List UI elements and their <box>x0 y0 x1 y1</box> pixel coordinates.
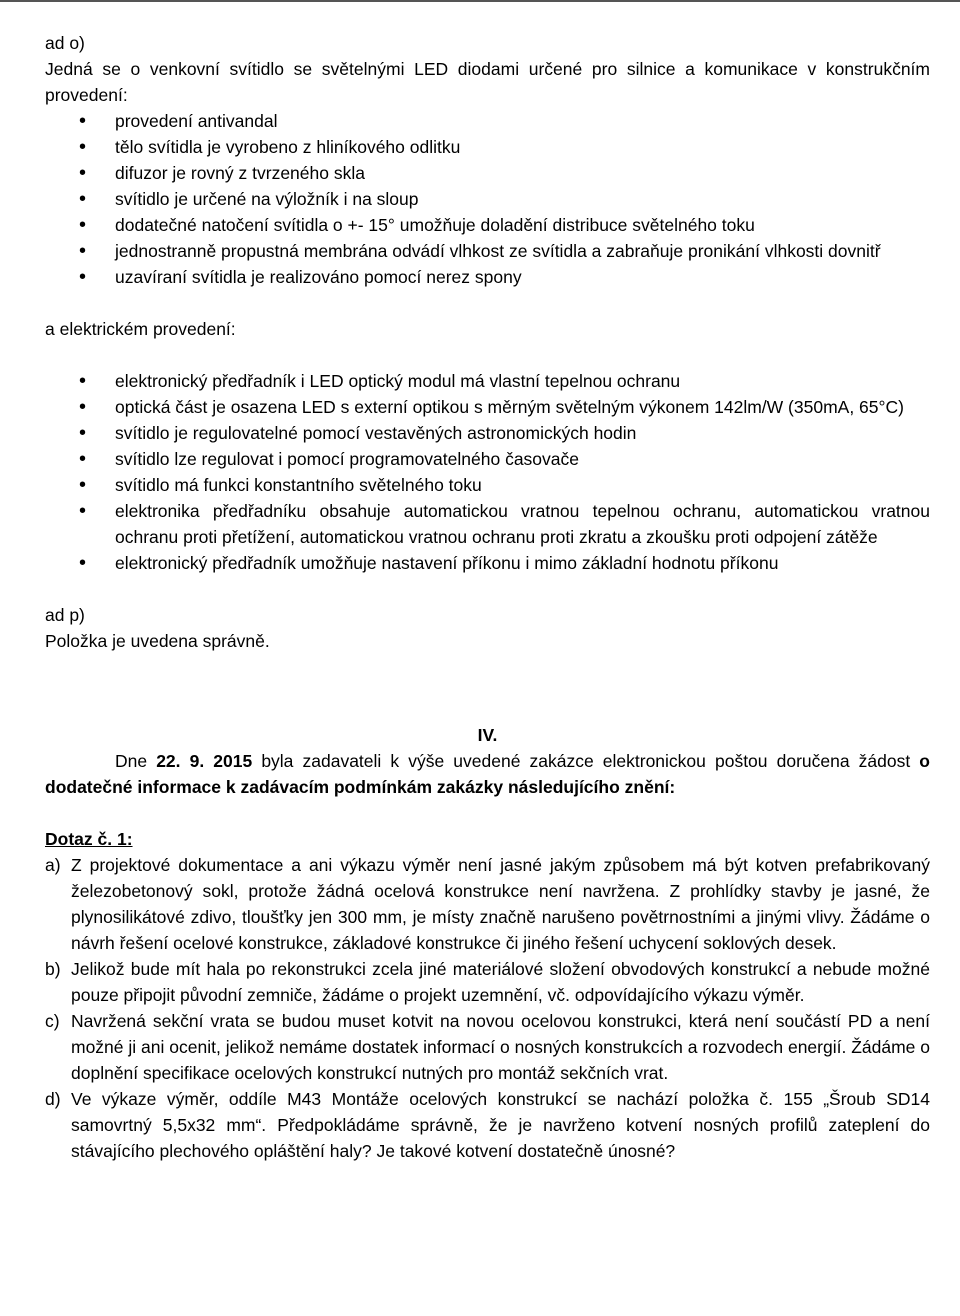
dotaz-item-d <box>45 1086 930 1164</box>
list-item: • svítidlo je regulovatelné pomocí vestavěných astronomických hodin <box>45 420 930 446</box>
dotaz-list <box>45 852 930 1164</box>
spacer <box>45 290 930 316</box>
list-item: • svítidlo lze regulovat i pomocí programovatelného časovače <box>45 446 930 472</box>
section-o-intro: Jedná se o venkovní svítidlo se světelnými LED diodami určené pro silnice a komunikace v konstrukčním provedení: <box>45 59 930 105</box>
list-item: • svítidlo je určené na výložník i na sloup <box>45 186 930 212</box>
section-iv-date-year: 2015 <box>213 751 253 771</box>
section-iv-date-day: 22. 9. <box>156 751 205 771</box>
spacer <box>45 342 930 368</box>
construction-list <box>45 108 930 290</box>
list-item: • tělo svítidla je vyrobeno z hliníkového odlitku <box>45 134 930 160</box>
electrical-intro: a elektrickém provedení: <box>45 319 236 339</box>
item-marker: b) <box>45 959 61 979</box>
document-page <box>45 30 930 1164</box>
item-marker: d) <box>45 1089 61 1109</box>
dotaz-item-c <box>45 1008 930 1086</box>
item-text: Jelikož bude mít hala po rekonstrukci zcela jiné materiálové složení obvodových konstrukcí a nebude možné pouze připojit původní zemniče, žádáme o projekt uzemnění, vč. odpovídajícího výkazu výměr. <box>71 959 930 1005</box>
item-text: Z projektové dokumentace a ani výkazu výměr není jasné jakým způsobem má být kotven prefabrikovaný železobetonový sokl, protože žádná ocelová konstrukce není navržena. Z prohlídky stavby je jasné, že plynosilikátové zdivo, tloušťky jen 300 mm, je místy značně narušeno povětrnostními a jinými vlivy. Žádáme o návrh řešení ocelové konstrukce, základové konstrukce či jiného řešení uchycení soklových desek. <box>71 855 930 953</box>
list-item: • optická část je osazena LED s externí optikou s měrným světelným výkonem 142lm/W (350mA, 65°C) <box>45 394 930 420</box>
list-item: • dodatečné natočení svítidla o +- 15° umožňuje doladění distribuce světelného toku <box>45 212 930 238</box>
section-iv-heading: IV. <box>477 725 498 745</box>
section-iv-text-space <box>204 751 213 771</box>
list-item: • provedení antivandal <box>45 108 930 134</box>
dotaz-title: Dotaz č. 1: <box>45 829 133 849</box>
list-item: • difuzor je rovný z tvrzeného skla <box>45 160 930 186</box>
item-marker: c) <box>45 1011 60 1031</box>
section-o-label: ad o) <box>45 33 85 53</box>
top-border-line <box>0 0 960 2</box>
section-p-label: ad p) <box>45 605 85 625</box>
electrical-list <box>45 368 930 576</box>
list-item: • elektronický předřadník i LED optický modul má vlastní tepelnou ochranu <box>45 368 930 394</box>
spacer <box>45 576 930 602</box>
item-marker: a) <box>45 855 61 875</box>
section-iv-text-bold: o dodatečné informace k zadávacím podmínkám zakázky následujícího znění: <box>45 751 930 797</box>
list-item: • elektronický předřadník umožňuje nastavení příkonu i mimo základní hodnotu příkonu <box>45 550 930 576</box>
item-text: Ve výkaze výměr, oddíle M43 Montáže ocelových konstrukcí se nachází položka č. 155 „Šroub SD14 samovrtný 5,5x32 mm“. Předpokládáme správně, že je navrženo kotvení nosných profilů zateplení do stávajícího plechového opláštění haly? Je takové kotvení dostatečně únosné? <box>71 1089 930 1161</box>
list-item: • uzavíraní svítidla je realizováno pomocí nerez spony <box>45 264 930 290</box>
list-item: • svítidlo má funkci konstantního světelného toku <box>45 472 930 498</box>
dotaz-item-b <box>45 956 930 1008</box>
dotaz-item-a <box>45 852 930 956</box>
section-iv-paragraph <box>45 748 930 800</box>
item-text: Navržená sekční vrata se budou muset kotvit na novou ocelovou konstrukci, která není součástí PD a není možné ji ani ocenit, jelikož nemáme dostatek informací o nosných konstrukcích a rozvodech energií. Žádáme o doplnění specifikace ocelových konstrukcí nutných pro montáž sekčních vrat. <box>71 1011 930 1083</box>
list-item: • elektronika předřadníku obsahuje automatickou vratnou tepelnou ochranu, automatickou vratnou ochranu proti přetížení, automatickou vratnou ochranu proti zkratu a zkoušku proti odpojení zátěže <box>45 498 930 550</box>
section-p-text: Položka je uvedena správně. <box>45 631 270 651</box>
list-item: • jednostranně propustná membrána odvádí vlhkost ze svítidla a zabraňuje pronikání vlhkosti dovnitř <box>45 238 930 264</box>
section-iv-text-mid: byla zadavateli k výše uvedené zakázce elektronickou poštou doručena žádost <box>252 751 920 771</box>
section-iv-text-start: Dne <box>115 751 157 771</box>
